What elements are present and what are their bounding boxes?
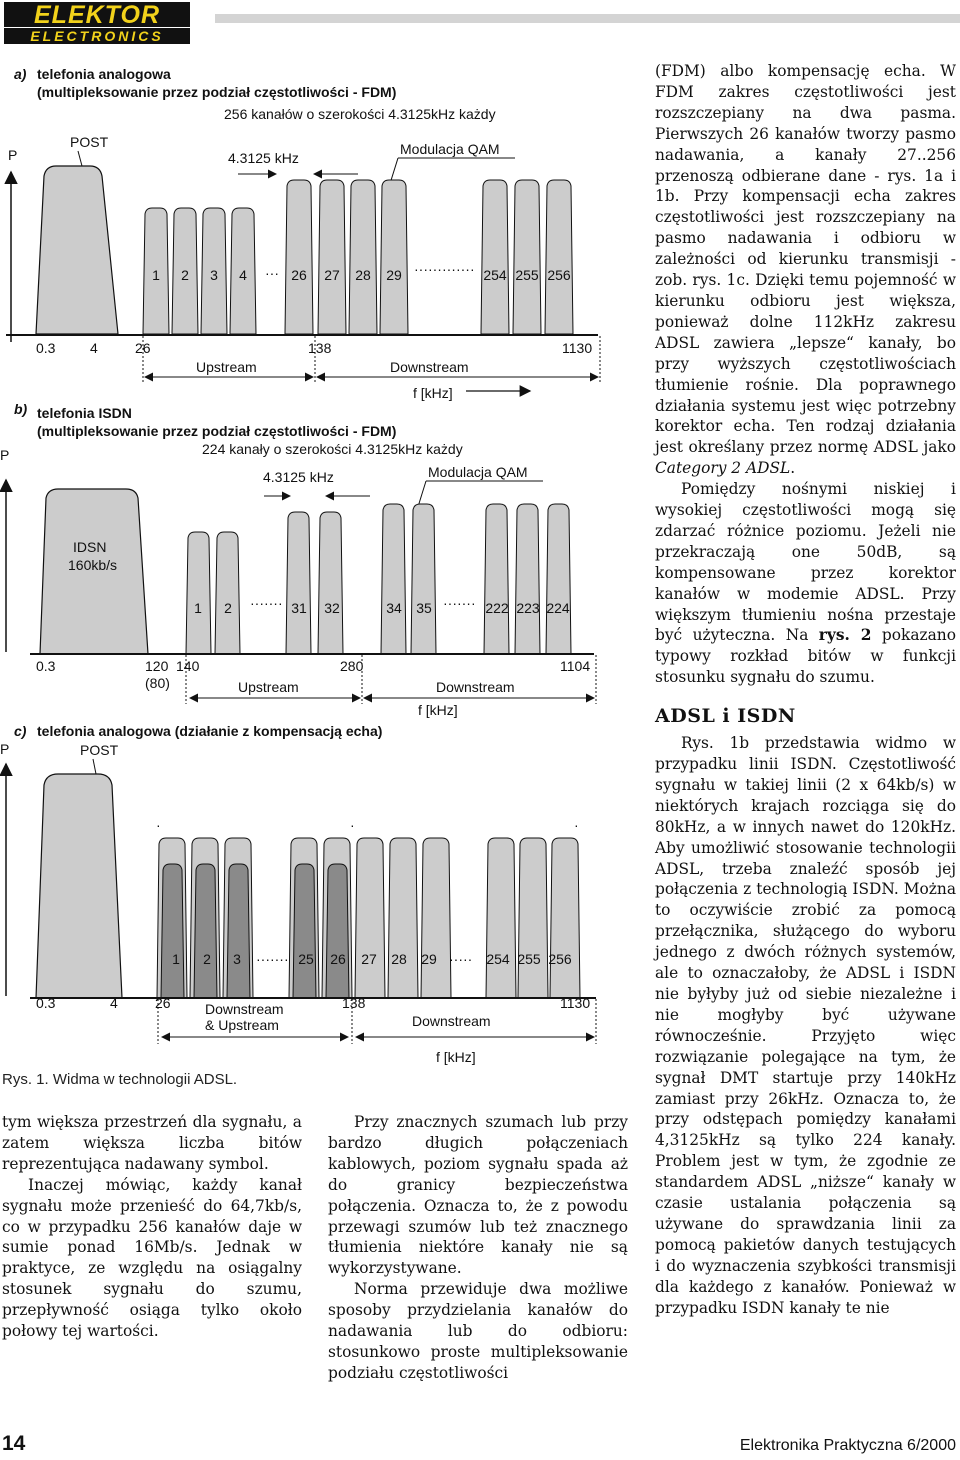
svg-text:(80): (80)	[145, 675, 170, 691]
svg-text:4: 4	[110, 995, 118, 1011]
svg-text:·: ·	[574, 817, 579, 833]
svg-text:255: 255	[517, 951, 541, 967]
svg-text:1: 1	[152, 267, 160, 283]
svg-text:Modulacja QAM: Modulacja QAM	[428, 464, 528, 480]
svg-text:1130: 1130	[562, 340, 593, 356]
paragraph: Norma przewiduje dwa możliwe sposoby przydzielania kanałów do nadawania lub do odbioru: stosunkowo proste multipleksowanie podziału częstotliwości	[328, 1280, 628, 1382]
svg-text:160kb/s: 160kb/s	[68, 557, 118, 573]
svg-text:29: 29	[386, 267, 402, 283]
page-number: 14	[2, 1432, 26, 1455]
svg-text:(multipleksowanie przez podzia: (multipleksowanie przez podział częstotliwości - FDM)	[37, 423, 397, 439]
svg-text:35: 35	[416, 600, 432, 616]
panel-a-upstream: Upstream	[196, 359, 257, 375]
panel-a-downstream: Downstream	[390, 359, 469, 375]
svg-text:Upstream: Upstream	[238, 679, 299, 695]
svg-text:120: 120	[145, 658, 169, 674]
elektor-logo	[4, 2, 190, 44]
svg-text:Downstream: Downstream	[205, 1001, 284, 1017]
column-3	[655, 61, 956, 1318]
svg-text:1104: 1104	[560, 658, 591, 674]
panel-c-channels	[157, 838, 580, 998]
journal-footer: Elektronika Praktyczna 6/2000	[739, 1437, 956, 1454]
svg-text:28: 28	[391, 951, 407, 967]
paragraph: Inaczej mówiąc, każdy kanał sygnału może przenieść do 64,7kb/s, co w przypadku 256 kanałów daje w sumie ponad 16Mb/s. Jednak w praktyce, ze względu na osiągalny stosunek sygnału do szumu, przepływność osiąga tylko około połowy tej wartości.	[2, 1175, 302, 1341]
svg-text:P: P	[0, 741, 10, 757]
panel-a-subtitle: 256 kanałów o szerokości 4.3125kHz każdy	[224, 106, 496, 122]
svg-text:26: 26	[291, 267, 307, 283]
paragraph: tym większa przestrzeń dla sygnału, a zatem większa liczba bitów reprezentująca nadawany symbol.	[2, 1113, 302, 1173]
svg-text:256: 256	[548, 951, 572, 967]
svg-text:222: 222	[485, 600, 509, 616]
paragraph: Przy znacznych szumach lub przy bardzo długich połączeniach kablowych, poziom sygnału spada aż do granicy bezpieczeństwa połączenia. Oznacza to, że z powodu przewagi szumów lub też znacznego tłumienia niektóre kanały nie są wykorzystywane.	[328, 1113, 628, 1278]
svg-text:256: 256	[547, 267, 571, 283]
panel-b-subtitle: 224 kanały o szerokości 4.3125kHz każdy	[202, 441, 463, 457]
svg-text:& Upstream: & Upstream	[205, 1017, 279, 1033]
svg-text:29: 29	[421, 951, 437, 967]
svg-text:31: 31	[291, 600, 307, 616]
svg-text:0.3: 0.3	[36, 995, 56, 1011]
panel-a	[6, 66, 600, 401]
panel-a-freq-unit: f [kHz]	[413, 385, 453, 401]
svg-text:f [kHz]: f [kHz]	[436, 1049, 476, 1065]
svg-text:26: 26	[330, 951, 346, 967]
svg-text:26: 26	[135, 340, 151, 356]
header-bar	[215, 14, 960, 23]
svg-text:0.3: 0.3	[36, 340, 56, 356]
svg-text:138: 138	[342, 995, 366, 1011]
svg-text:254: 254	[486, 951, 510, 967]
svg-text:34: 34	[386, 600, 402, 616]
svg-text:25: 25	[298, 951, 314, 967]
panel-b-title: telefonia ISDN	[37, 405, 132, 421]
svg-text:4.3125 kHz: 4.3125 kHz	[263, 469, 334, 485]
svg-text:···: ···	[265, 265, 279, 281]
svg-text:223: 223	[516, 600, 540, 616]
paragraph: Pomiędzy nośnymi niskiej i wysokiej częstotliwości mogą się zdarzać różnice poziomu. Jeżeli nie przekraczają one 50dB, są kompensowane przez korektor kanałów w modemie ADSL. Przy większym tłumieniu nośna przestaje być użyteczna. Na rys. 2 pokazano typowy rozkład bitów w funkcji stosunku sygnału do szumu.	[655, 480, 956, 687]
svg-text:138: 138	[308, 340, 332, 356]
svg-text:POST: POST	[80, 742, 119, 758]
svg-text:f [kHz]: f [kHz]	[418, 702, 458, 718]
paragraph: Rys. 1b przedstawia widmo w przypadku linii ISDN. Częstotliwość sygnału w takiej linii (2 x 64kb/s) w niektórych krajach rozciąga się do 80kHz, a w innych nawet do 120kHz. Aby umożliwić stosowanie technologii ADSL, trzeba znaleźć sposób jej połączenia z technologią ISDN. Można to oczywiście zrobić za pomocą przełącznika, służącego do wyboru jednego z dwóch różnych systemów, ale to oznaczałoby, że ADSL i ISDN nie byłyby już od siebie niezależne i nie mogłyby być używane równocześnie. Przyjęto więc rozwiązanie polegające na tym, że sygnał DMT startuje przy 140kHz zamiast przy 26kHz. Oznacza to, że przy odstępach pomiędzy kanałami 4,3125kHz są tylko 224 kanały. Problem jest w tym, że zgodnie ze standardem ADSL „niższe“ kanały w czasie ustalania połączenia są używane do sprawdzania linii za pomocą pakietów danych testujących i do wyznaczenia szybkości transmisji dla każdego z kanałów. Ponieważ w przypadku ISDN kanały te nie	[655, 734, 956, 1317]
svg-text:2: 2	[224, 600, 232, 616]
svg-text:1: 1	[172, 951, 180, 967]
svg-text:·······: ·······	[250, 595, 283, 611]
svg-text:27: 27	[324, 267, 340, 283]
svg-text:224: 224	[546, 600, 570, 616]
svg-text:1: 1	[194, 600, 202, 616]
panel-b	[0, 401, 596, 718]
panel-b-channels	[186, 504, 571, 654]
panel-c	[0, 723, 596, 1065]
svg-text:27: 27	[361, 951, 377, 967]
svg-text:140: 140	[176, 658, 200, 674]
svg-text:3: 3	[210, 267, 218, 283]
panel-a-modulation: Modulacja QAM	[400, 141, 500, 157]
svg-text:·: ·	[156, 817, 161, 833]
panel-c-title: telefonia analogowa (działanie z kompensacją echa)	[37, 723, 383, 739]
svg-text:3: 3	[233, 951, 241, 967]
logo-elektor: ELEKTOR	[34, 2, 160, 29]
svg-text:b): b)	[14, 401, 28, 417]
svg-text:c): c)	[14, 723, 27, 739]
svg-text:P: P	[0, 447, 10, 463]
column-2	[328, 1112, 628, 1384]
svg-text:·············: ·············	[414, 261, 475, 277]
svg-text:32: 32	[324, 600, 340, 616]
svg-text:Downstream: Downstream	[412, 1013, 491, 1029]
spectrum-figure	[0, 52, 640, 1092]
svg-text:·······: ·······	[256, 951, 289, 967]
section-heading: ADSL i ISDN	[655, 705, 796, 728]
svg-text:254: 254	[483, 267, 507, 283]
panel-a-title2: (multipleksowanie przez podział częstotliwości - FDM)	[37, 84, 397, 100]
svg-text:4: 4	[239, 267, 247, 283]
svg-text:1130: 1130	[560, 995, 591, 1011]
logo-electronics: ELECTRONICS	[30, 28, 164, 44]
svg-text:Downstream: Downstream	[436, 679, 515, 695]
panel-b-isdn: IDSN	[73, 539, 107, 555]
panel-a-post: POST	[70, 134, 109, 150]
svg-text:·······: ·······	[443, 595, 476, 611]
panel-a-axis-p: P	[8, 147, 18, 163]
panel-a-title: telefonia analogowa	[37, 66, 171, 82]
svg-text:280: 280	[340, 658, 364, 674]
figure-caption: Rys. 1. Widma w technologii ADSL.	[2, 1071, 238, 1088]
svg-text:0.3: 0.3	[36, 658, 56, 674]
svg-text:·····: ·····	[449, 951, 473, 967]
svg-text:255: 255	[515, 267, 539, 283]
panel-a-bandwidth: 4.3125 kHz	[228, 150, 299, 166]
svg-text:4: 4	[90, 340, 98, 356]
svg-text:26: 26	[155, 995, 171, 1011]
panel-a-label: a)	[14, 66, 27, 82]
svg-text:2: 2	[203, 951, 211, 967]
svg-text:·: ·	[350, 817, 355, 833]
column-1	[2, 1112, 302, 1342]
svg-text:2: 2	[181, 267, 189, 283]
panel-a-channels	[143, 180, 573, 334]
svg-text:28: 28	[355, 267, 371, 283]
paragraph: (FDM) albo kompensację echa. W FDM zakres częstotliwości jest rozszczepiany na dwa pasma. Pierwszych 26 kanałów tworzy pasmo nadawania, a kanały 27..256 przenoszą odbierane dane - rys. 1a i 1b. Przy kompensacji echa zakres częstotliwości jest rozszczepiany na pasmo nadawania i odbioru w zależności od kierunku transmisji - zob. rys. 1c. Dzięki temu pojemność w kierunku odbioru jest większa, ponieważ dolne 112kHz zakresu ADSL zawiera „lepsze“ kanały, bo przy wyższych częstotliwościach tłumienie rośnie. Dla poprawnego działania systemu jest więc potrzebny korektor echa. Ten rodzaj działania jest określany przez normę ADSL jako Category 2 ADSL.	[655, 62, 956, 478]
